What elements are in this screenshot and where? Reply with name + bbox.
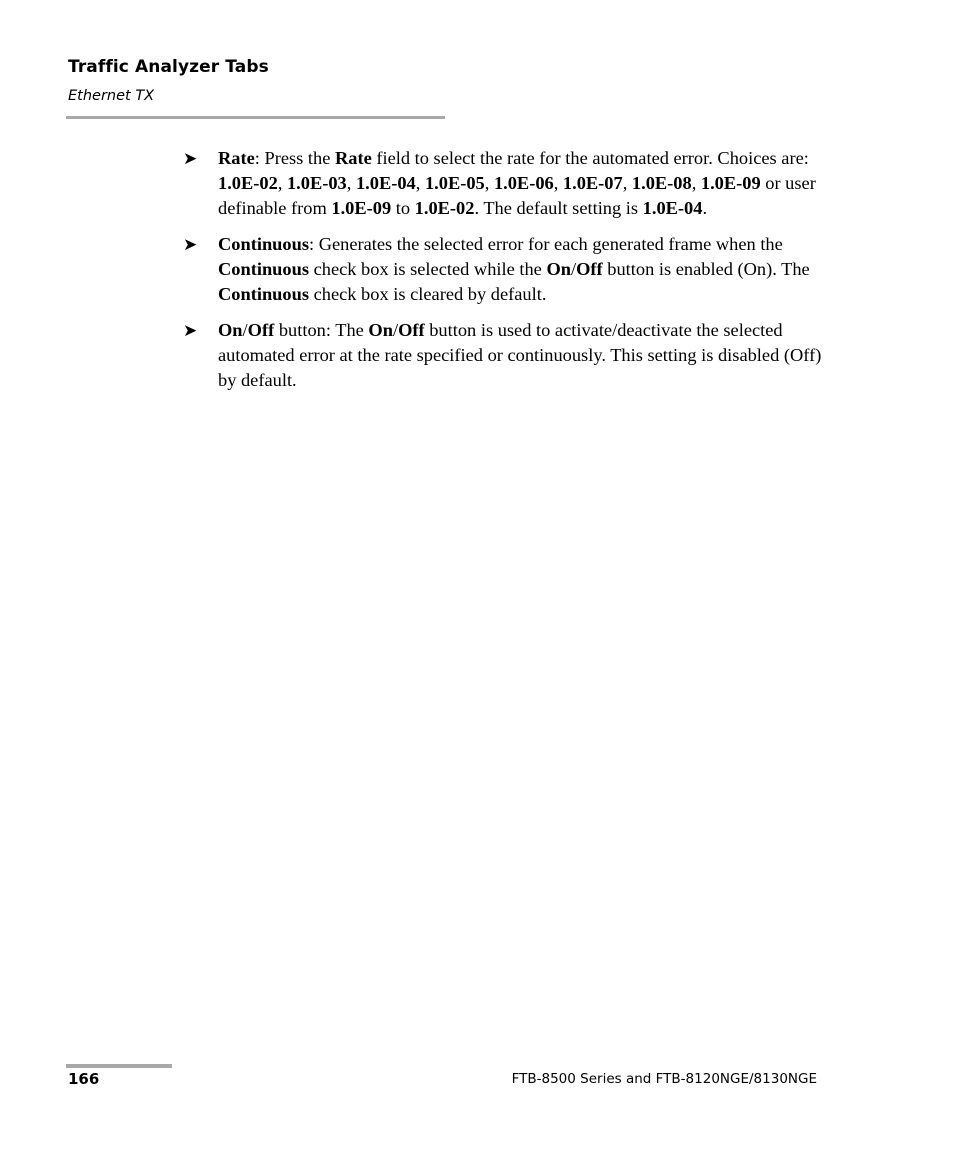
bold-term: 1.0E-05 [424,173,485,193]
text-run: check box is selected while the [308,259,547,279]
text-run: , [415,173,425,193]
bold-term: On [218,320,243,340]
text-run: . [702,198,708,218]
bullet-text-continuous [218,234,810,304]
bold-term: 1.0E-03 [286,173,347,193]
bold-term: 1.0E-07 [562,173,623,193]
text-run: . The default setting is [474,198,643,218]
bullet-text-on-off [218,320,821,390]
bold-term: Rate [218,148,255,168]
text-run: / [571,259,577,279]
text-run: , [484,173,494,193]
text-run: or user definable from [218,173,816,218]
bold-term: Continuous [218,284,309,304]
bold-term: Off [247,320,275,340]
header-divider [66,116,445,119]
text-run: , [622,173,632,193]
arrow-bullet-icon: ➤ [183,235,198,255]
bold-term: 1.0E-04 [355,173,416,193]
footer-product-name: FTB-8500 Series and FTB-8120NGE/8130NGE [511,1071,817,1087]
bold-term: 1.0E-09 [700,173,761,193]
bold-term: 1.0E-02 [218,173,278,193]
text-run: button: The [274,320,369,340]
bullet-list [183,146,823,404]
arrow-bullet-icon: ➤ [183,321,198,341]
bold-term: Off [398,320,425,340]
text-run: field to select the rate for the automated error. Choices are: [371,148,809,168]
page-number: 166 [68,1070,100,1088]
bold-term: Off [576,259,603,279]
text-run: button is used to activate/deactivate the selected automated error at the rate specified or continuously. This setting is disabled (Off) by default. [218,320,822,390]
bold-term: On [546,259,571,279]
text-run: : Generates the selected error for each generated frame when the [308,234,783,254]
text-run: , [277,173,287,193]
bold-term: 1.0E-09 [331,198,392,218]
text-run: : Press the [254,148,335,168]
text-run: to [391,198,415,218]
arrow-bullet-icon: ➤ [183,149,198,169]
text-run: , [553,173,563,193]
text-run: check box is cleared by default. [308,284,547,304]
text-run: , [691,173,701,193]
bold-term: Continuous [218,259,309,279]
bullet-text-rate [218,148,816,218]
footer-divider [66,1064,172,1068]
bold-term: 1.0E-06 [493,173,554,193]
bold-term: Rate [334,148,372,168]
bullet-item-continuous [183,232,823,307]
bold-term: 1.0E-04 [642,198,703,218]
bullet-item-on-off [183,318,823,393]
text-run: / [242,320,248,340]
text-run: button is enabled (On). The [602,259,810,279]
text-run: , [346,173,356,193]
bold-term: On [368,320,393,340]
bold-term: Continuous [218,234,309,254]
bold-term: 1.0E-02 [414,198,475,218]
text-run: / [392,320,399,340]
section-subtitle: Ethernet TX [68,88,155,104]
bold-term: 1.0E-08 [631,173,692,193]
section-title: Traffic Analyzer Tabs [68,57,269,77]
bullet-item-rate [183,146,823,221]
